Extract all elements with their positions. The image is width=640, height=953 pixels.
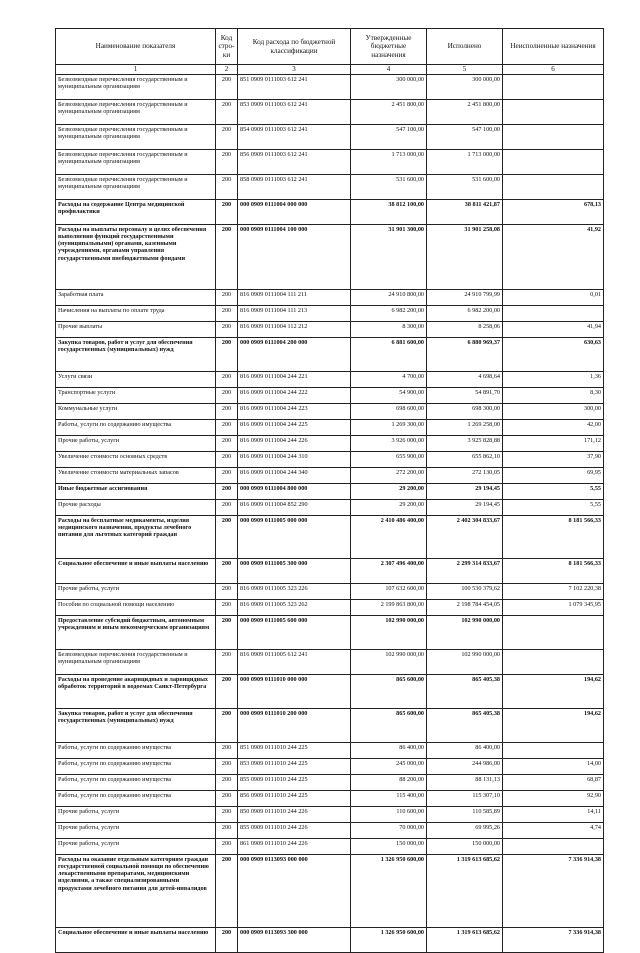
cell-classification-code: 850 0909 0111010 244 226 [238,807,351,823]
cell-line-code: 200 [216,200,238,225]
cell-indicator-name: Социальное обеспечение и иные выплаты населению [56,928,216,953]
cell-approved-amount: 865 600,00 [351,675,427,709]
cell-line-code: 200 [216,928,238,953]
cell-unexecuted-amount [503,743,604,759]
cell-line-code: 200 [216,225,238,290]
table-row [56,775,604,791]
cell-indicator-name: Безвозмездные перечисления государственным и муниципальным организациям [56,650,216,675]
cell-line-code: 200 [216,839,238,855]
cell-unexecuted-amount: 69,95 [503,468,604,484]
cell-indicator-name: Работы, услуги по содержанию имущества [56,791,216,807]
cell-executed-amount: 150 000,00 [427,839,503,855]
cell-indicator-name: Безвозмездные перечисления государственным и муниципальным организациям [56,150,216,175]
table-row [56,559,604,584]
cell-line-code: 200 [216,75,238,100]
cell-line-code: 200 [216,175,238,200]
cell-approved-amount: 54 900,00 [351,388,427,404]
cell-executed-amount: 1 713 000,00 [427,150,503,175]
table-row [56,306,604,322]
cell-approved-amount: 8 300,00 [351,322,427,338]
cell-indicator-name: Увеличение стоимости материальных запасов [56,468,216,484]
cell-classification-code: 000 0909 0111005 600 000 [238,616,351,650]
cell-indicator-name: Иные бюджетные ассигнования [56,484,216,500]
cell-unexecuted-amount [503,125,604,150]
cell-classification-code: 861 0909 0111010 244 226 [238,839,351,855]
cell-unexecuted-amount: 42,00 [503,420,604,436]
cell-indicator-name: Закупка товаров, работ и услуг для обеспечения государственных (муниципальных) нужд [56,709,216,743]
cell-classification-code: 816 0909 0111004 111 213 [238,306,351,322]
cell-executed-amount: 4 698,64 [427,372,503,388]
cell-line-code: 200 [216,675,238,709]
cell-approved-amount: 698 600,00 [351,404,427,420]
cell-executed-amount: 698 300,00 [427,404,503,420]
cell-indicator-name: Расходы на оказание отдельным категориям граждан государственной социальной помощи по обеспечению лекарственными препаратами, медицинскими изделиями, а также специализированными продуктами лечебного питания для детей-инвалидов [56,855,216,928]
cell-classification-code: 000 0909 0111005 000 000 [238,516,351,559]
column-number: 5 [427,65,503,75]
cell-indicator-name: Транспортные услуги [56,388,216,404]
cell-unexecuted-amount: 8,30 [503,388,604,404]
cell-approved-amount: 3 926 000,00 [351,436,427,452]
cell-classification-code: 816 0909 0111004 244 340 [238,468,351,484]
cell-line-code: 200 [216,452,238,468]
cell-approved-amount: 110 600,00 [351,807,427,823]
table-row [56,452,604,468]
cell-line-code: 200 [216,559,238,584]
table-row [56,388,604,404]
cell-executed-amount: 6 982 200,00 [427,306,503,322]
cell-approved-amount: 38 812 100,00 [351,200,427,225]
cell-indicator-name: Прочие работы, услуги [56,436,216,452]
cell-classification-code: 000 0909 0111010 000 000 [238,675,351,709]
cell-approved-amount: 547 100,00 [351,125,427,150]
cell-executed-amount: 6 880 969,37 [427,338,503,372]
cell-classification-code: 000 0909 0111005 300 000 [238,559,351,584]
cell-executed-amount: 24 910 799,99 [427,290,503,306]
cell-unexecuted-amount: 1 079 345,95 [503,600,604,616]
cell-line-code: 200 [216,743,238,759]
cell-indicator-name: Прочие работы, услуги [56,823,216,839]
table-row [56,855,604,928]
table-row [56,200,604,225]
cell-classification-code: 855 0909 0111010 244 226 [238,823,351,839]
cell-indicator-name: Безвозмездные перечисления государственным и муниципальным организациям [56,125,216,150]
cell-executed-amount: 2 299 314 833,67 [427,559,503,584]
cell-executed-amount: 2 198 784 454,05 [427,600,503,616]
cell-indicator-name: Работы, услуги по содержанию имущества [56,420,216,436]
cell-classification-code: 854 0909 0111003 612 241 [238,125,351,150]
table-row [56,338,604,372]
cell-indicator-name: Безвозмездные перечисления государственным и муниципальным организациям [56,100,216,125]
cell-executed-amount: 38 811 421,87 [427,200,503,225]
cell-indicator-name: Коммунальные услуги [56,404,216,420]
budget-report-page [55,28,603,953]
cell-approved-amount: 2 307 496 400,00 [351,559,427,584]
cell-unexecuted-amount: 4,74 [503,823,604,839]
cell-line-code: 200 [216,616,238,650]
table-row [56,500,604,516]
cell-indicator-name: Прочие работы, услуги [56,584,216,600]
cell-classification-code: 858 0909 0111003 612 241 [238,175,351,200]
cell-indicator-name: Прочие работы, услуги [56,839,216,855]
cell-unexecuted-amount [503,306,604,322]
cell-classification-code: 856 0909 0111003 612 241 [238,150,351,175]
table-row [56,584,604,600]
cell-unexecuted-amount [503,75,604,100]
cell-line-code: 200 [216,584,238,600]
table-row [56,484,604,500]
cell-unexecuted-amount: 5,55 [503,500,604,516]
cell-approved-amount: 29 200,00 [351,500,427,516]
cell-unexecuted-amount: 68,87 [503,775,604,791]
cell-line-code: 200 [216,600,238,616]
cell-classification-code: 000 0909 0111004 100 000 [238,225,351,290]
cell-approved-amount: 70 000,00 [351,823,427,839]
cell-line-code: 200 [216,823,238,839]
cell-classification-code: 853 0909 0111010 244 225 [238,759,351,775]
cell-executed-amount: 31 901 258,08 [427,225,503,290]
cell-indicator-name: Прочие расходы [56,500,216,516]
cell-unexecuted-amount: 37,90 [503,452,604,468]
cell-unexecuted-amount [503,100,604,125]
cell-classification-code: 816 0909 0111004 244 225 [238,420,351,436]
cell-classification-code: 851 0909 0111003 612 241 [238,75,351,100]
cell-approved-amount: 1 326 950 600,00 [351,855,427,928]
cell-executed-amount: 865 405,38 [427,675,503,709]
cell-indicator-name: Безвозмездные перечисления государственным и муниципальным организациям [56,75,216,100]
cell-executed-amount: 272 130,05 [427,468,503,484]
table-header-row [56,29,604,65]
table-row [56,150,604,175]
table-row [56,404,604,420]
cell-executed-amount: 244 986,00 [427,759,503,775]
cell-line-code: 200 [216,709,238,743]
table-row [56,709,604,743]
cell-classification-code: 816 0909 0111005 612 241 [238,650,351,675]
cell-executed-amount: 54 891,70 [427,388,503,404]
cell-indicator-name: Закупка товаров, работ и услуг для обеспечения государственных (муниципальных) нужд [56,338,216,372]
cell-unexecuted-amount [503,616,604,650]
cell-executed-amount: 29 194,45 [427,500,503,516]
cell-unexecuted-amount: 678,13 [503,200,604,225]
cell-executed-amount: 86 400,00 [427,743,503,759]
cell-line-code: 200 [216,484,238,500]
cell-classification-code: 816 0909 0111004 244 310 [238,452,351,468]
cell-approved-amount: 107 632 600,00 [351,584,427,600]
cell-unexecuted-amount: 171,12 [503,436,604,452]
cell-approved-amount: 2 410 486 400,00 [351,516,427,559]
cell-approved-amount: 531 600,00 [351,175,427,200]
cell-approved-amount: 86 400,00 [351,743,427,759]
cell-approved-amount: 1 269 300,00 [351,420,427,436]
cell-classification-code: 816 0909 0111004 244 222 [238,388,351,404]
cell-classification-code: 816 0909 0111005 323 262 [238,600,351,616]
cell-indicator-name: Расходы на содержание Центра медицинской профилактики [56,200,216,225]
cell-approved-amount: 2 451 800,00 [351,100,427,125]
cell-executed-amount: 655 862,10 [427,452,503,468]
cell-approved-amount: 245 000,00 [351,759,427,775]
table-row [56,839,604,855]
cell-executed-amount: 115 307,10 [427,791,503,807]
cell-executed-amount: 2 451 800,00 [427,100,503,125]
cell-indicator-name: Расходы на бесплатные медикаменты, изделия медицинского назначения, продукты лечебного питания для льготных категорий граждан [56,516,216,559]
cell-executed-amount: 102 990 000,00 [427,650,503,675]
cell-unexecuted-amount: 194,62 [503,709,604,743]
cell-unexecuted-amount: 300,00 [503,404,604,420]
cell-classification-code: 816 0909 0111004 244 221 [238,372,351,388]
table-row [56,516,604,559]
cell-approved-amount: 300 000,00 [351,75,427,100]
header-budget-classification-code: Код расхода по бюджетной классификации [238,29,351,65]
table-row [56,616,604,650]
cell-unexecuted-amount [503,650,604,675]
cell-line-code: 200 [216,650,238,675]
cell-executed-amount: 300 000,00 [427,75,503,100]
table-row [56,600,604,616]
cell-unexecuted-amount: 14,11 [503,807,604,823]
cell-indicator-name: Прочие работы, услуги [56,807,216,823]
column-number: 1 [56,65,216,75]
cell-approved-amount: 2 199 863 800,00 [351,600,427,616]
cell-unexecuted-amount: 41,92 [503,225,604,290]
cell-executed-amount: 2 402 304 833,67 [427,516,503,559]
cell-approved-amount: 6 982 200,00 [351,306,427,322]
cell-approved-amount: 865 600,00 [351,709,427,743]
cell-line-code: 200 [216,516,238,559]
cell-approved-amount: 102 990 000,00 [351,650,427,675]
cell-indicator-name: Работы, услуги по содержанию имущества [56,743,216,759]
cell-indicator-name: Предоставление субсидий бюджетным, автономным учреждениям и иным некоммерческим организациям [56,616,216,650]
table-row [56,420,604,436]
cell-line-code: 200 [216,500,238,516]
cell-approved-amount: 6 881 600,00 [351,338,427,372]
cell-classification-code: 816 0909 0111005 323 226 [238,584,351,600]
cell-unexecuted-amount [503,839,604,855]
table-row [56,791,604,807]
cell-line-code: 200 [216,290,238,306]
cell-line-code: 200 [216,759,238,775]
cell-executed-amount: 1 319 613 685,62 [427,855,503,928]
cell-unexecuted-amount [503,150,604,175]
cell-indicator-name: Работы, услуги по содержанию имущества [56,775,216,791]
cell-executed-amount: 531 600,00 [427,175,503,200]
cell-approved-amount: 31 901 300,00 [351,225,427,290]
cell-unexecuted-amount: 41,94 [503,322,604,338]
cell-indicator-name: Заработная плата [56,290,216,306]
table-row [56,823,604,839]
cell-approved-amount: 1 326 950 600,00 [351,928,427,953]
cell-executed-amount: 865 405,38 [427,709,503,743]
cell-unexecuted-amount: 7 102 220,38 [503,584,604,600]
cell-approved-amount: 1 713 000,00 [351,150,427,175]
cell-classification-code: 000 0909 0111004 800 000 [238,484,351,500]
cell-executed-amount: 547 100,00 [427,125,503,150]
cell-approved-amount: 24 910 800,00 [351,290,427,306]
budget-execution-table [55,28,604,953]
cell-indicator-name: Расходы на проведение акарицидных и ларвицидных обработок территорий в водоемах Санкт-Петербурга [56,675,216,709]
cell-line-code: 200 [216,100,238,125]
table-row [56,807,604,823]
cell-classification-code: 000 0909 0111010 200 000 [238,709,351,743]
cell-line-code: 200 [216,306,238,322]
cell-unexecuted-amount: 7 336 914,38 [503,855,604,928]
cell-unexecuted-amount: 7 336 914,38 [503,928,604,953]
cell-approved-amount: 102 990 000,00 [351,616,427,650]
table-row [56,100,604,125]
cell-unexecuted-amount: 8 181 566,33 [503,559,604,584]
cell-classification-code: 816 0909 0111004 244 223 [238,404,351,420]
cell-line-code: 200 [216,150,238,175]
cell-indicator-name: Социальное обеспечение и иные выплаты населению [56,559,216,584]
cell-line-code: 200 [216,855,238,928]
cell-line-code: 200 [216,420,238,436]
table-row [56,175,604,200]
table-row [56,928,604,953]
cell-approved-amount: 272 200,00 [351,468,427,484]
header-line-code: Код стро-ки [216,29,238,65]
cell-approved-amount: 29 200,00 [351,484,427,500]
cell-executed-amount: 69 995,26 [427,823,503,839]
cell-classification-code: 816 0909 0111004 852 290 [238,500,351,516]
header-unexecuted-appropriations: Неисполненные назначения [503,29,604,65]
table-row [56,743,604,759]
cell-indicator-name: Безвозмездные перечисления государственным и муниципальным организациям [56,175,216,200]
cell-classification-code: 855 0909 0111010 244 225 [238,775,351,791]
cell-line-code: 200 [216,338,238,372]
column-number: 2 [216,65,238,75]
cell-line-code: 200 [216,791,238,807]
table-row [56,225,604,290]
cell-indicator-name: Начисления на выплаты по оплате труда [56,306,216,322]
cell-classification-code: 856 0909 0111010 244 225 [238,791,351,807]
cell-indicator-name: Прочие выплаты [56,322,216,338]
cell-unexecuted-amount: 0,01 [503,290,604,306]
cell-executed-amount: 102 990 000,00 [427,616,503,650]
table-row [56,75,604,100]
cell-line-code: 200 [216,372,238,388]
cell-classification-code: 000 0909 0113093 300 000 [238,928,351,953]
column-number: 6 [503,65,604,75]
cell-unexecuted-amount: 194,62 [503,675,604,709]
cell-unexecuted-amount [503,175,604,200]
table-row [56,436,604,452]
cell-classification-code: 816 0909 0111004 244 226 [238,436,351,452]
cell-unexecuted-amount: 92,90 [503,791,604,807]
cell-classification-code: 000 0909 0113093 000 000 [238,855,351,928]
cell-classification-code: 000 0909 0111004 000 000 [238,200,351,225]
header-executed: Исполнено [427,29,503,65]
cell-line-code: 200 [216,468,238,484]
table-row [56,125,604,150]
table-row [56,290,604,306]
cell-indicator-name: Услуги связи [56,372,216,388]
cell-classification-code: 816 0909 0111004 112 212 [238,322,351,338]
cell-line-code: 200 [216,775,238,791]
cell-executed-amount: 29 194,45 [427,484,503,500]
header-approved-appropriations: Утвержденные бюджетные назначения [351,29,427,65]
cell-executed-amount: 1 319 613 685,62 [427,928,503,953]
cell-line-code: 200 [216,404,238,420]
column-number: 3 [238,65,351,75]
table-row [56,650,604,675]
table-row [56,759,604,775]
cell-classification-code: 851 0909 0111010 244 225 [238,743,351,759]
column-number-row [56,65,604,75]
table-row [56,468,604,484]
cell-executed-amount: 110 585,89 [427,807,503,823]
table-row [56,675,604,709]
cell-indicator-name: Пособия по социальной помощи населению [56,600,216,616]
cell-approved-amount: 4 700,00 [351,372,427,388]
cell-line-code: 200 [216,436,238,452]
cell-line-code: 200 [216,322,238,338]
cell-unexecuted-amount: 1,36 [503,372,604,388]
cell-executed-amount: 8 258,06 [427,322,503,338]
cell-line-code: 200 [216,388,238,404]
cell-line-code: 200 [216,125,238,150]
cell-approved-amount: 88 200,00 [351,775,427,791]
header-indicator-name: Наименование показателя [56,29,216,65]
cell-approved-amount: 150 000,00 [351,839,427,855]
cell-classification-code: 000 0909 0111004 200 000 [238,338,351,372]
cell-executed-amount: 1 269 258,00 [427,420,503,436]
cell-unexecuted-amount: 8 181 566,33 [503,516,604,559]
cell-unexecuted-amount: 630,63 [503,338,604,372]
cell-executed-amount: 88 131,13 [427,775,503,791]
cell-approved-amount: 115 400,00 [351,791,427,807]
table-row [56,372,604,388]
table-body [56,75,604,953]
cell-executed-amount: 3 925 828,88 [427,436,503,452]
cell-unexecuted-amount: 14,00 [503,759,604,775]
cell-indicator-name: Работы, услуги по содержанию имущества [56,759,216,775]
cell-line-code: 200 [216,807,238,823]
cell-classification-code: 816 0909 0111004 111 211 [238,290,351,306]
cell-executed-amount: 100 530 379,62 [427,584,503,600]
table-row [56,322,604,338]
cell-indicator-name: Расходы на выплаты персоналу в целях обеспечения выполнения функций государственными (муниципальными) органами, казенными учреждениями, органами управления государственными внебюджетными фондами [56,225,216,290]
cell-approved-amount: 655 900,00 [351,452,427,468]
cell-indicator-name: Увеличение стоимости основных средств [56,452,216,468]
cell-unexecuted-amount: 5,55 [503,484,604,500]
cell-classification-code: 853 0909 0111003 612 241 [238,100,351,125]
column-number: 4 [351,65,427,75]
